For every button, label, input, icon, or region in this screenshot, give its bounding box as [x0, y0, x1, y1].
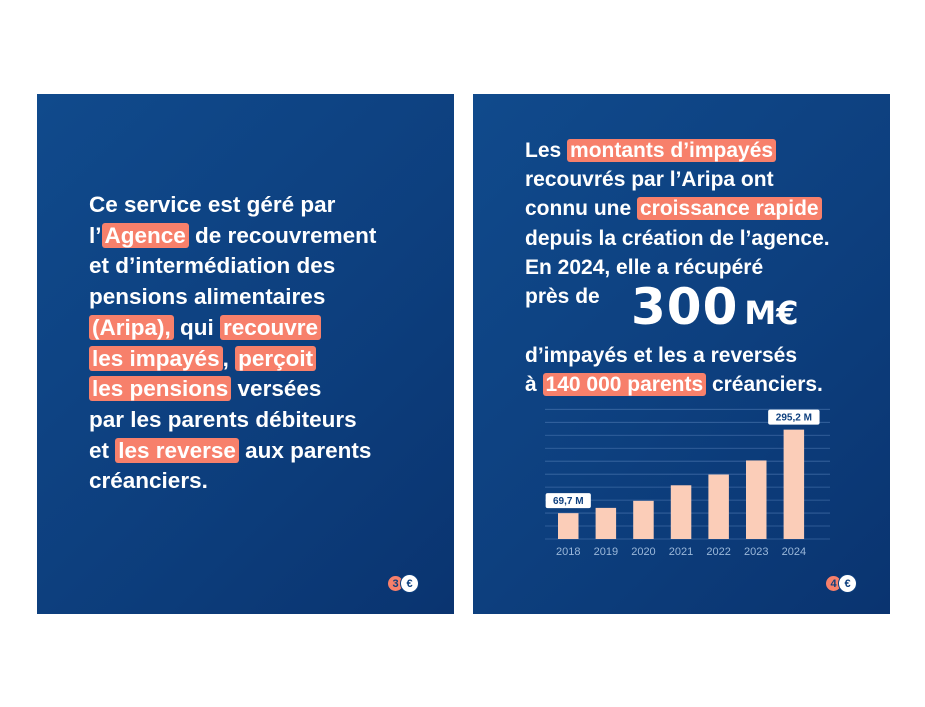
text-segment: près de — [525, 285, 600, 309]
text-segment: de recouvrement — [188, 222, 377, 248]
bar-2022 — [708, 475, 729, 539]
text-line — [89, 374, 376, 405]
slide-3-text — [89, 190, 376, 497]
text-line — [89, 221, 376, 252]
text-segment: à — [525, 373, 543, 397]
x-tick-2021: 2021 — [668, 546, 694, 558]
euro-logo-icon: € — [838, 574, 857, 593]
text-segment: créanciers. — [706, 373, 823, 397]
x-tick-2023: 2023 — [744, 546, 769, 558]
text-segment: depuis la création de l’agence. — [525, 226, 830, 250]
text-line — [89, 405, 376, 436]
text-segment: et d’intermédiation des — [89, 253, 336, 279]
text-segment: versées — [231, 376, 322, 402]
x-tick-2018: 2018 — [556, 546, 581, 558]
text-segment: pensions alimentaires — [89, 284, 326, 310]
recovery-bar-chart — [473, 94, 890, 614]
text-segment: et — [89, 437, 116, 463]
page-number: 3 — [388, 576, 403, 591]
highlight-text: montants d’impayés — [567, 139, 776, 162]
page-indicator — [826, 574, 857, 593]
bar-2021 — [671, 485, 692, 539]
text-segment: l’ — [89, 222, 102, 248]
x-tick-2022: 2022 — [706, 546, 731, 558]
text-line — [89, 466, 376, 497]
x-tick-2019: 2019 — [593, 546, 619, 558]
slide-4 — [473, 94, 890, 614]
highlight-text: (Aripa), — [89, 315, 174, 340]
text-line — [89, 313, 376, 344]
text-line — [89, 436, 376, 467]
highlight-text: Agence — [102, 223, 189, 248]
text-segment: d’impayés et les a reversés — [525, 344, 798, 367]
highlight-text: les pensions — [89, 376, 231, 401]
headline-number: 300 — [631, 278, 739, 336]
text-segment: qui — [173, 314, 220, 340]
x-tick-2024: 2024 — [781, 546, 807, 558]
text-segment: En 2024, elle a récupéré — [525, 255, 764, 279]
text-segment: Ce service est géré par — [89, 192, 336, 217]
bar-2020 — [633, 501, 654, 539]
highlight-text: les reverse — [115, 438, 239, 463]
page-indicator — [388, 574, 419, 593]
headline-unit: M€ — [744, 294, 799, 332]
text-segment: connu une — [525, 197, 637, 221]
text-segment: Les — [525, 139, 568, 162]
text-segment: recouvrés par l’Aripa ont — [525, 168, 774, 192]
data-label-2018: 69,7 M — [552, 496, 584, 508]
highlight-text: perçoit — [235, 346, 316, 371]
highlight-text: les impayés — [89, 346, 223, 371]
euro-logo-icon: € — [400, 574, 419, 593]
highlight-text: recouvre — [220, 315, 321, 340]
slide-3 — [37, 94, 454, 614]
bar-2024 — [784, 430, 805, 539]
page-number: 4 — [826, 576, 841, 591]
highlight-text: 140 000 parents — [543, 373, 707, 396]
text-line — [89, 282, 376, 313]
text-segment: , — [222, 345, 236, 371]
text-segment: créanciers. — [89, 468, 208, 494]
text-segment: aux parents — [238, 437, 372, 463]
bar-2019 — [596, 508, 617, 539]
bar-2023 — [746, 460, 767, 539]
data-label-2024: 295,2 M — [775, 412, 812, 424]
text-segment: par les parents débiteurs — [89, 406, 357, 432]
bar-2018 — [558, 513, 579, 539]
highlight-text: croissance rapide — [637, 197, 822, 220]
text-line — [89, 251, 376, 282]
text-line — [89, 190, 376, 221]
text-line — [89, 344, 376, 375]
x-tick-2020: 2020 — [631, 546, 656, 558]
